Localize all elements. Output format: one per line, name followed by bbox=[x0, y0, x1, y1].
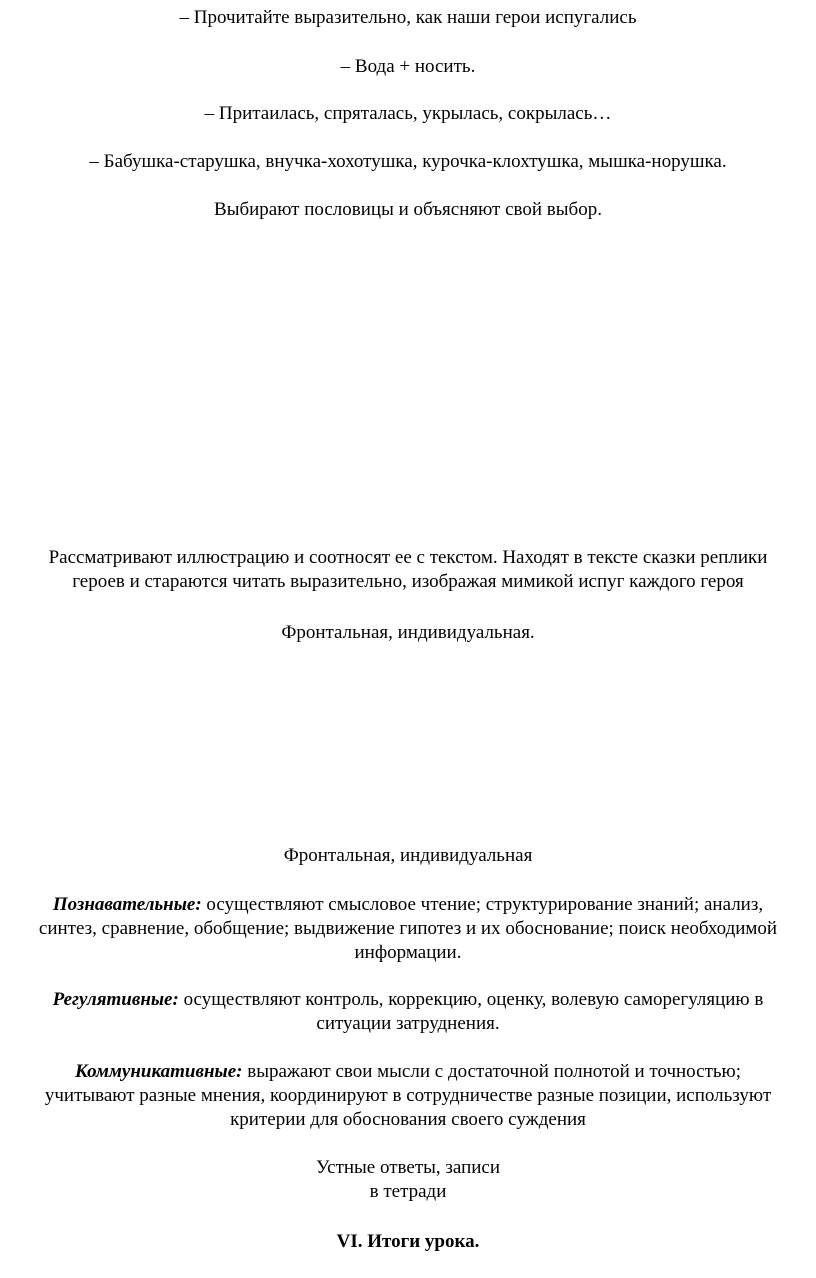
form-of-work-second: Фронтальная, индивидуальная bbox=[283, 845, 533, 866]
regulatory-text: осуществляют контроль, коррекцию, оценку, волевую саморегуляцию в bbox=[178, 989, 764, 1010]
answers-note-row: в тетради bbox=[369, 1181, 447, 1202]
section-heading: VI. Итоги урока. bbox=[336, 1231, 480, 1252]
regulatory-text-row: ситуации затруднения. bbox=[316, 1013, 500, 1034]
synonyms-line: – Притаилась, спряталась, укрылась, сокрылась… bbox=[204, 103, 612, 124]
instruction-read-expressively: – Прочитайте выразительно, как наши герои испугались bbox=[179, 7, 637, 28]
answers-note-row: Устные ответы, записи bbox=[315, 1157, 501, 1178]
cognitive-skills-paragraph bbox=[0, 893, 816, 965]
illustration-paragraph bbox=[0, 546, 816, 594]
communicative-skills-paragraph bbox=[0, 1060, 816, 1132]
characters-line: – Бабушка-старушка, внучка-хохотушка, курочка-клохтушка, мышка-норушка. bbox=[89, 151, 727, 172]
word-composition-line: – Вода + носить. bbox=[340, 56, 476, 77]
communicative-label: Коммуникативные: bbox=[74, 1061, 243, 1082]
illustration-paragraph-row: Рассматривают иллюстрацию и соотносят ее с текстом. Находят в тексте сказки реплики bbox=[48, 547, 768, 568]
cognitive-text-row: синтез, сравнение, обобщение; выдвижение гипотез и их обоснование; поиск необходимой bbox=[38, 918, 778, 939]
proverbs-line: Выбирают пословицы и объясняют свой выбор. bbox=[214, 199, 602, 220]
cognitive-label: Познавательные: bbox=[52, 894, 202, 915]
form-of-work-first: Фронтальная, индивидуальная. bbox=[281, 622, 535, 643]
regulatory-skills-paragraph bbox=[0, 988, 816, 1036]
cognitive-text-row: информации. bbox=[354, 942, 462, 963]
communicative-text-row: учитывают разные мнения, координируют в сотрудничестве разные позиции, используют bbox=[44, 1085, 772, 1106]
answers-note bbox=[0, 1156, 816, 1204]
illustration-paragraph-row: героев и стараются читать выразительно, изображая мимикой испуг каждого героя bbox=[72, 571, 744, 592]
cognitive-text: осуществляют смысловое чтение; структурирование знаний; анализ, bbox=[201, 894, 764, 915]
communicative-text-row: критерии для обоснования своего суждения bbox=[230, 1109, 586, 1130]
communicative-text: выражают свои мысли с достаточной полнотой и точностью; bbox=[242, 1061, 742, 1082]
regulatory-label: Регулятивные: bbox=[52, 989, 179, 1010]
